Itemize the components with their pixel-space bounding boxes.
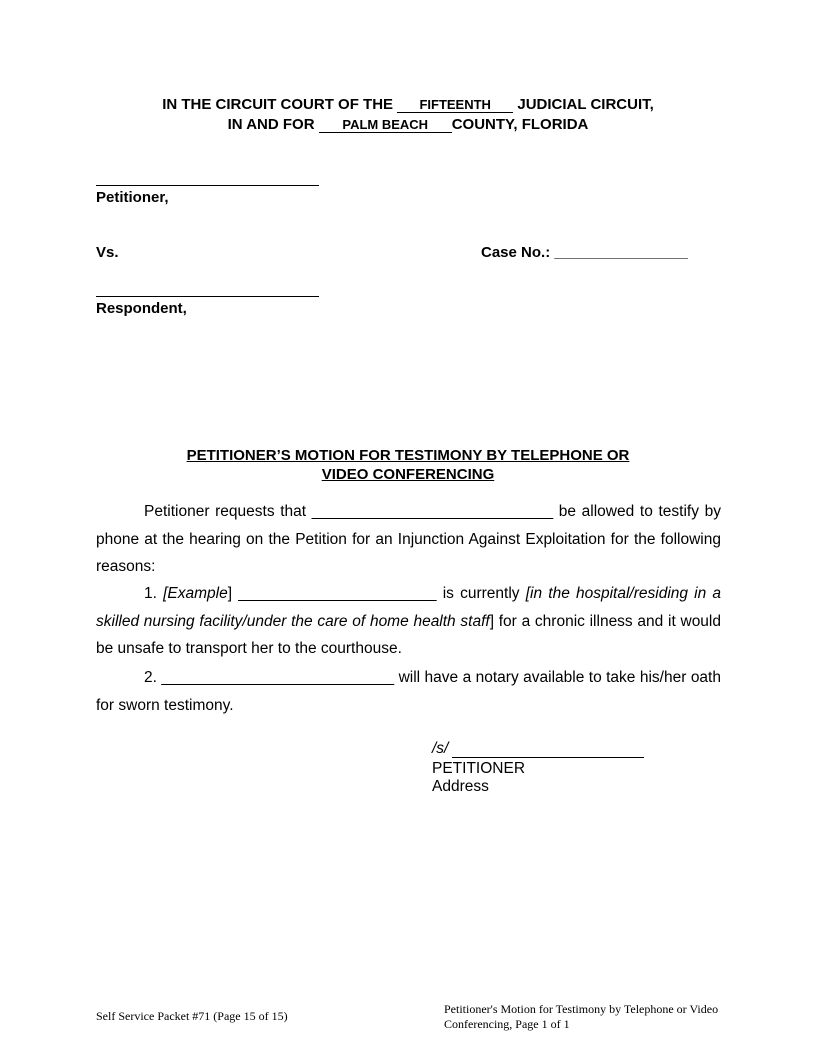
court-header-line2 — [0, 116, 816, 133]
reason2-text: will have a notary available to take his/her oath for sworn testimony. — [96, 669, 721, 714]
intro-start: Petitioner requests that — [144, 503, 307, 520]
case-number-field[interactable]: Case No.: ________________ — [481, 244, 688, 261]
respondent-name-line[interactable] — [96, 296, 319, 297]
reason1-end: ] for a chronic illness and it would be unsafe to transport her to the courthouse. — [96, 612, 721, 657]
reason2-name-blank[interactable]: ___________________________ — [161, 669, 395, 686]
reason1-example: [Example — [163, 585, 228, 602]
signature-line[interactable] — [452, 740, 644, 758]
court-header-suffix: JUDICIAL CIRCUIT, — [517, 96, 654, 113]
footer-right-line2: Conferencing, Page 1 of 1 — [444, 1017, 570, 1031]
footer-left: Self Service Packet #71 (Page 15 of 15) — [96, 1009, 288, 1023]
reason-2 — [96, 664, 721, 719]
county-field[interactable] — [319, 118, 452, 133]
reason1-location: [in the hospital/residing in a skilled nursing facility/under the care of home health staff — [96, 585, 722, 630]
reason-1 — [96, 580, 721, 663]
motion-title-line2: VIDEO CONFERENCING — [321, 466, 495, 483]
circuit-field[interactable] — [397, 98, 513, 113]
intro-paragraph — [96, 498, 721, 581]
witness-name-blank[interactable]: ____________________________ — [311, 503, 554, 520]
signature-address: Address — [432, 778, 489, 795]
reason1-name-blank[interactable]: _______________________ — [238, 585, 437, 602]
intro-end: be allowed to testify by phone at the hearing on the Petition for an Injunction Against Exploitation for the following reasons: — [96, 503, 721, 575]
motion-title-line1: PETITIONER’S MOTION FOR TESTIMONY BY TELEPHONE OR — [186, 447, 630, 464]
court-header-line1 — [0, 96, 816, 113]
vs-label: Vs. — [96, 244, 119, 261]
circuit-value: FIFTEENTH — [419, 97, 491, 112]
petitioner-label: Petitioner, — [96, 189, 169, 206]
footer-right-line1: Petitioner's Motion for Testimony by Telephone or Video — [444, 1002, 719, 1016]
petitioner-name-line[interactable] — [96, 185, 319, 186]
reason1-is-currently: is currently — [442, 585, 520, 602]
respondent-label: Respondent, — [96, 300, 187, 317]
signature-prefix: /s/ — [432, 740, 449, 757]
reason2-number: 2. — [144, 669, 157, 686]
county-prefix: IN AND FOR — [227, 116, 315, 133]
court-header-prefix: IN THE CIRCUIT COURT OF THE — [162, 96, 394, 113]
reason1-bracket: ] — [227, 585, 233, 602]
county-value: PALM BEACH — [342, 117, 429, 132]
county-suffix: COUNTY, FLORIDA — [451, 116, 589, 133]
reason1-number: 1. — [144, 585, 157, 602]
signature-name: PETITIONER — [432, 760, 526, 777]
